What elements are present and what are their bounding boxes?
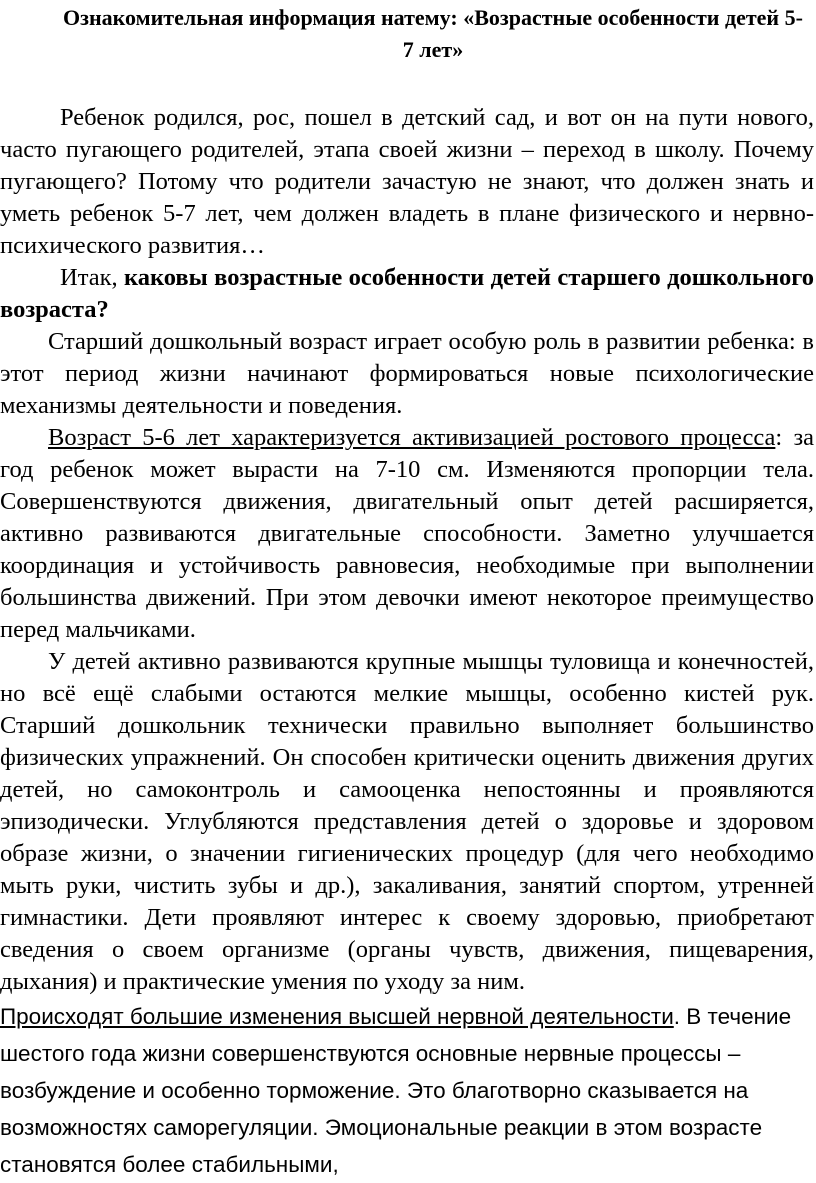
nervous-underlined-phrase: Происходят большие изменения высшей нервной деятельности — [0, 1004, 674, 1029]
age-underlined-phrase: Возраст 5-6 лет характеризуется активизацией ростового процесса — [48, 424, 776, 451]
muscles-paragraph: У детей активно развиваются крупные мышцы туловища и конечностей, но всё ещё слабыми остаются мелкие мышцы, особенно кистей рук. Старший дошкольник технически правильно выполняет большинство физических упражнений. Он способен критически оценить движения других детей, но самоконтроль и самооценка непостоянны и проявляются эпизодически. Углубляются представления детей о здоровье и здоровом образе жизни, о значении гигиенических процедур (для чего необходимо мыть руки, чистить зубы и др.), закаливания, занятий спортом, утренней гимнастики. Дети проявляют интерес к своему здоровью, приобретают сведения о своем организме (органы чувств, движения, пищеварения, дыхания) и практические умения по уходу за ним. — [0, 648, 814, 995]
question-lead: Итак, — [60, 264, 124, 291]
age-rest-text: : за год ребенок может вырасти на 7-10 см. Изменяются пропорции тела. Совершенствуются движения, двигательный опыт детей расширяется, активно развиваются двигательные способности. Заметно улучшается координация и устойчивость равновесия, необходимые при выполнении большинства движений. При этом девочки имеют некоторое преимущество перед мальчиками. — [0, 424, 814, 643]
question-bold: каковы возрастные особенности детей старшего дошкольного возраста? — [0, 264, 814, 323]
senior-age-paragraph: Старший дошкольный возраст играет особую роль в развитии ребенка: в этот период жизни начинают формироваться новые психологические механизмы деятельности и поведения. — [0, 328, 814, 419]
spacer — [0, 66, 816, 102]
question-paragraph — [0, 262, 816, 326]
age-5-6-paragraph — [0, 422, 816, 646]
document-title: Ознакомительная информация натему: «Возрастные особенности детей 5-7 лет» — [63, 5, 803, 62]
nervous-activity-paragraph — [0, 998, 816, 1183]
nervous-rest-text: . В течение шестого года жизни совершенствуются основные нервные процессы – возбуждение и особенно торможение. Это благотворно сказывается на возможностях саморегуляции. Эмоциональные реакции в этом возрасте становятся более стабильными, — [0, 1004, 792, 1177]
intro-paragraph: Ребенок родился, рос, пошел в детский сад, и вот он на пути нового, часто пугающего родителей, этапа своей жизни – переход в школу. Почему пугающего? Потому что родители зачастую не знают, что должен знать и уметь ребенок 5-7 лет, чем должен владеть в плане физического и нервно-психического развития… — [0, 104, 814, 259]
